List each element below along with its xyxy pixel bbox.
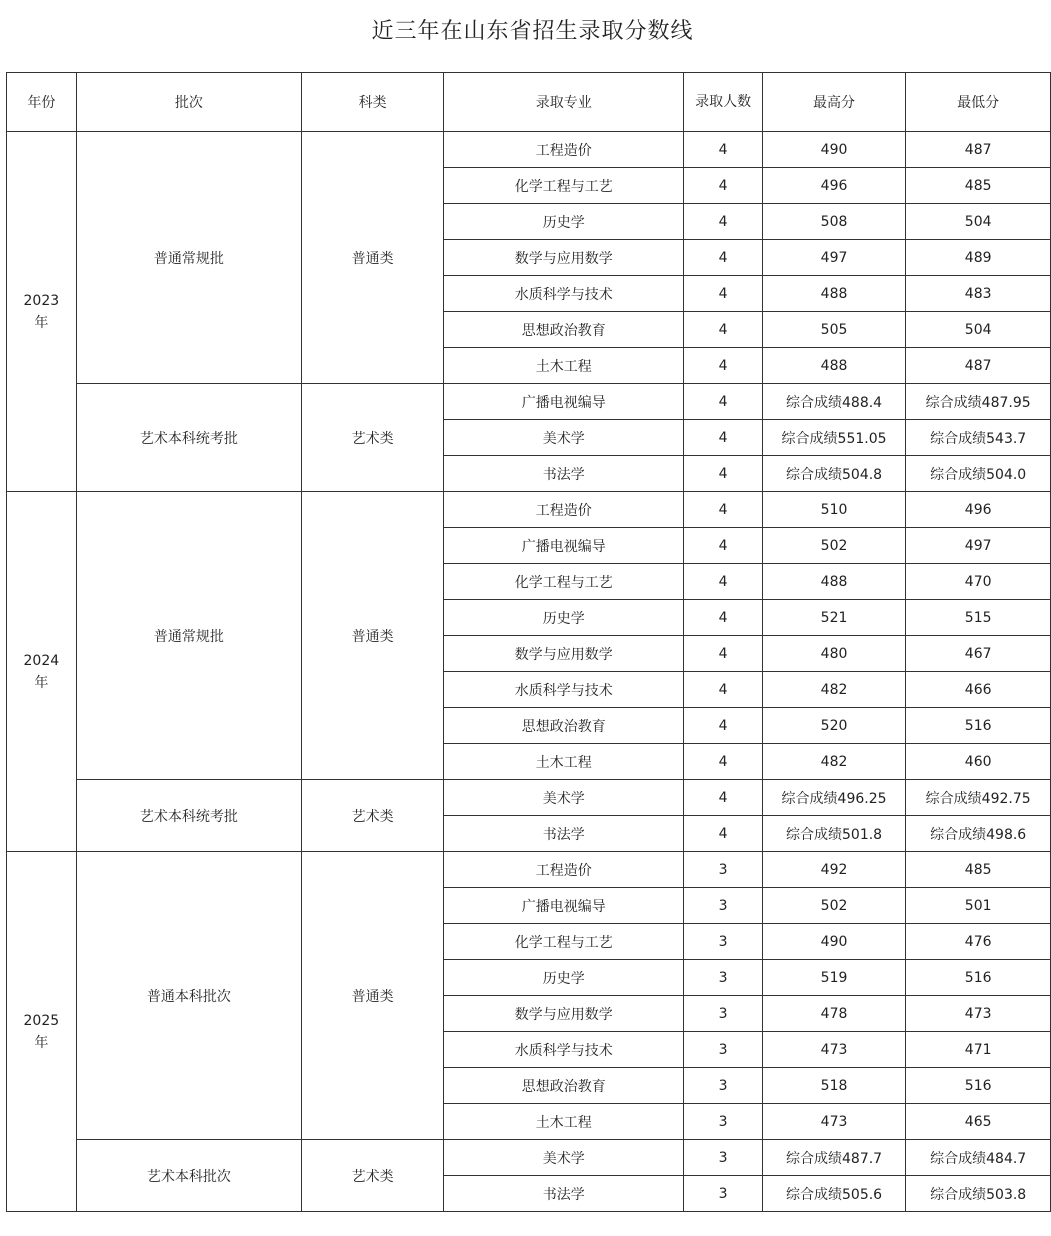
- year-cell: [7, 852, 77, 1212]
- count-cell: 4: [684, 744, 762, 780]
- max-score-cell: 综合成绩496.25: [762, 780, 906, 816]
- min-score-cell: 综合成绩543.7: [906, 420, 1051, 456]
- header-count: 录取人数: [684, 73, 762, 132]
- batch-cell: 普通本科批次: [76, 852, 302, 1140]
- max-score-cell: 综合成绩487.7: [762, 1140, 906, 1176]
- count-cell: 3: [684, 996, 762, 1032]
- major-cell: 广播电视编导: [444, 888, 684, 924]
- count-cell: 4: [684, 204, 762, 240]
- max-score-cell: 473: [762, 1032, 906, 1068]
- min-score-cell: 489: [906, 240, 1051, 276]
- max-score-cell: 综合成绩504.8: [762, 456, 906, 492]
- header-batch: 批次: [76, 73, 302, 132]
- count-cell: 4: [684, 672, 762, 708]
- count-cell: 3: [684, 960, 762, 996]
- category-cell: 普通类: [302, 492, 444, 780]
- min-score-cell: 综合成绩487.95: [906, 384, 1051, 420]
- count-cell: 4: [684, 132, 762, 168]
- admission-score-table: [6, 72, 1051, 1212]
- year-value: 2023: [23, 292, 60, 309]
- batch-cell: 艺术本科统考批: [76, 384, 302, 492]
- major-cell: 土木工程: [444, 348, 684, 384]
- count-cell: 4: [684, 168, 762, 204]
- min-score-cell: 496: [906, 492, 1051, 528]
- min-score-cell: 485: [906, 168, 1051, 204]
- count-cell: 3: [684, 1176, 762, 1212]
- category-cell: 普通类: [302, 132, 444, 384]
- year-value: 2024: [23, 652, 60, 669]
- max-score-cell: 497: [762, 240, 906, 276]
- count-cell: 4: [684, 816, 762, 852]
- min-score-cell: 516: [906, 960, 1051, 996]
- header-max-score: 最高分: [762, 73, 906, 132]
- max-score-cell: 508: [762, 204, 906, 240]
- major-cell: 思想政治教育: [444, 312, 684, 348]
- min-score-cell: 465: [906, 1104, 1051, 1140]
- max-score-cell: 502: [762, 528, 906, 564]
- min-score-cell: 504: [906, 312, 1051, 348]
- category-cell: 艺术类: [302, 384, 444, 492]
- max-score-cell: 488: [762, 276, 906, 312]
- max-score-cell: 482: [762, 744, 906, 780]
- batch-cell: 普通常规批: [76, 132, 302, 384]
- count-cell: 4: [684, 564, 762, 600]
- batch-cell: 普通常规批: [76, 492, 302, 780]
- count-cell: 4: [684, 384, 762, 420]
- max-score-cell: 518: [762, 1068, 906, 1104]
- max-score-cell: 482: [762, 672, 906, 708]
- major-cell: 历史学: [444, 600, 684, 636]
- major-cell: 历史学: [444, 960, 684, 996]
- min-score-cell: 516: [906, 708, 1051, 744]
- table-row: [7, 780, 1051, 816]
- year-value: 2025: [23, 1012, 60, 1029]
- major-cell: 化学工程与工艺: [444, 564, 684, 600]
- max-score-cell: 502: [762, 888, 906, 924]
- count-cell: 3: [684, 1032, 762, 1068]
- max-score-cell: 490: [762, 132, 906, 168]
- year-unit: 年: [34, 314, 49, 331]
- major-cell: 数学与应用数学: [444, 996, 684, 1032]
- major-cell: 美术学: [444, 1140, 684, 1176]
- year-cell: [7, 132, 77, 492]
- max-score-cell: 519: [762, 960, 906, 996]
- min-score-cell: 485: [906, 852, 1051, 888]
- category-cell: 艺术类: [302, 780, 444, 852]
- max-score-cell: 490: [762, 924, 906, 960]
- max-score-cell: 496: [762, 168, 906, 204]
- min-score-cell: 综合成绩503.8: [906, 1176, 1051, 1212]
- major-cell: 工程造价: [444, 492, 684, 528]
- min-score-cell: 综合成绩484.7: [906, 1140, 1051, 1176]
- max-score-cell: 488: [762, 348, 906, 384]
- min-score-cell: 476: [906, 924, 1051, 960]
- major-cell: 水质科学与技术: [444, 1032, 684, 1068]
- table-row: [7, 1140, 1051, 1176]
- min-score-cell: 471: [906, 1032, 1051, 1068]
- major-cell: 思想政治教育: [444, 708, 684, 744]
- min-score-cell: 504: [906, 204, 1051, 240]
- min-score-cell: 487: [906, 132, 1051, 168]
- major-cell: 数学与应用数学: [444, 240, 684, 276]
- min-score-cell: 516: [906, 1068, 1051, 1104]
- count-cell: 4: [684, 492, 762, 528]
- year-cell: [7, 492, 77, 852]
- count-cell: 3: [684, 924, 762, 960]
- count-cell: 3: [684, 1104, 762, 1140]
- major-cell: 书法学: [444, 456, 684, 492]
- header-category: 科类: [302, 73, 444, 132]
- min-score-cell: 467: [906, 636, 1051, 672]
- table-body: [7, 73, 1051, 1212]
- count-cell: 3: [684, 852, 762, 888]
- major-cell: 化学工程与工艺: [444, 168, 684, 204]
- table-row: [7, 132, 1051, 168]
- max-score-cell: 473: [762, 1104, 906, 1140]
- count-cell: 4: [684, 636, 762, 672]
- table-header-row: [7, 73, 1051, 132]
- category-cell: 艺术类: [302, 1140, 444, 1212]
- category-cell: 普通类: [302, 852, 444, 1140]
- count-cell: 3: [684, 888, 762, 924]
- min-score-cell: 466: [906, 672, 1051, 708]
- major-cell: 水质科学与技术: [444, 276, 684, 312]
- major-cell: 数学与应用数学: [444, 636, 684, 672]
- count-cell: 4: [684, 600, 762, 636]
- major-cell: 历史学: [444, 204, 684, 240]
- count-cell: 4: [684, 456, 762, 492]
- major-cell: 美术学: [444, 420, 684, 456]
- major-cell: 思想政治教育: [444, 1068, 684, 1104]
- major-cell: 美术学: [444, 780, 684, 816]
- count-cell: 4: [684, 240, 762, 276]
- min-score-cell: 综合成绩498.6: [906, 816, 1051, 852]
- table-row: [7, 852, 1051, 888]
- max-score-cell: 478: [762, 996, 906, 1032]
- major-cell: 工程造价: [444, 852, 684, 888]
- max-score-cell: 510: [762, 492, 906, 528]
- major-cell: 书法学: [444, 816, 684, 852]
- max-score-cell: 492: [762, 852, 906, 888]
- major-cell: 水质科学与技术: [444, 672, 684, 708]
- min-score-cell: 460: [906, 744, 1051, 780]
- page-title: 近三年在山东省招生录取分数线: [371, 19, 694, 44]
- max-score-cell: 综合成绩488.4: [762, 384, 906, 420]
- count-cell: 4: [684, 420, 762, 456]
- count-cell: 3: [684, 1068, 762, 1104]
- major-cell: 广播电视编导: [444, 384, 684, 420]
- max-score-cell: 综合成绩501.8: [762, 816, 906, 852]
- min-score-cell: 487: [906, 348, 1051, 384]
- major-cell: 化学工程与工艺: [444, 924, 684, 960]
- major-cell: 工程造价: [444, 132, 684, 168]
- table-row: [7, 384, 1051, 420]
- major-cell: 书法学: [444, 1176, 684, 1212]
- header-year: 年份: [7, 73, 77, 132]
- max-score-cell: 480: [762, 636, 906, 672]
- min-score-cell: 470: [906, 564, 1051, 600]
- max-score-cell: 521: [762, 600, 906, 636]
- max-score-cell: 505: [762, 312, 906, 348]
- major-cell: 土木工程: [444, 1104, 684, 1140]
- max-score-cell: 520: [762, 708, 906, 744]
- max-score-cell: 综合成绩505.6: [762, 1176, 906, 1212]
- min-score-cell: 综合成绩504.0: [906, 456, 1051, 492]
- year-unit: 年: [34, 674, 49, 691]
- batch-cell: 艺术本科统考批: [76, 780, 302, 852]
- max-score-cell: 488: [762, 564, 906, 600]
- min-score-cell: 473: [906, 996, 1051, 1032]
- min-score-cell: 501: [906, 888, 1051, 924]
- count-cell: 4: [684, 528, 762, 564]
- min-score-cell: 515: [906, 600, 1051, 636]
- count-cell: 4: [684, 276, 762, 312]
- batch-cell: 艺术本科批次: [76, 1140, 302, 1212]
- count-cell: 4: [684, 312, 762, 348]
- header-major: 录取专业: [444, 73, 684, 132]
- table-row: [7, 492, 1051, 528]
- major-cell: 土木工程: [444, 744, 684, 780]
- min-score-cell: 综合成绩492.75: [906, 780, 1051, 816]
- count-cell: 4: [684, 348, 762, 384]
- year-unit: 年: [34, 1034, 49, 1051]
- major-cell: 广播电视编导: [444, 528, 684, 564]
- count-cell: 3: [684, 1140, 762, 1176]
- max-score-cell: 综合成绩551.05: [762, 420, 906, 456]
- header-min-score: 最低分: [906, 73, 1051, 132]
- count-cell: 4: [684, 780, 762, 816]
- min-score-cell: 497: [906, 528, 1051, 564]
- min-score-cell: 483: [906, 276, 1051, 312]
- count-cell: 4: [684, 708, 762, 744]
